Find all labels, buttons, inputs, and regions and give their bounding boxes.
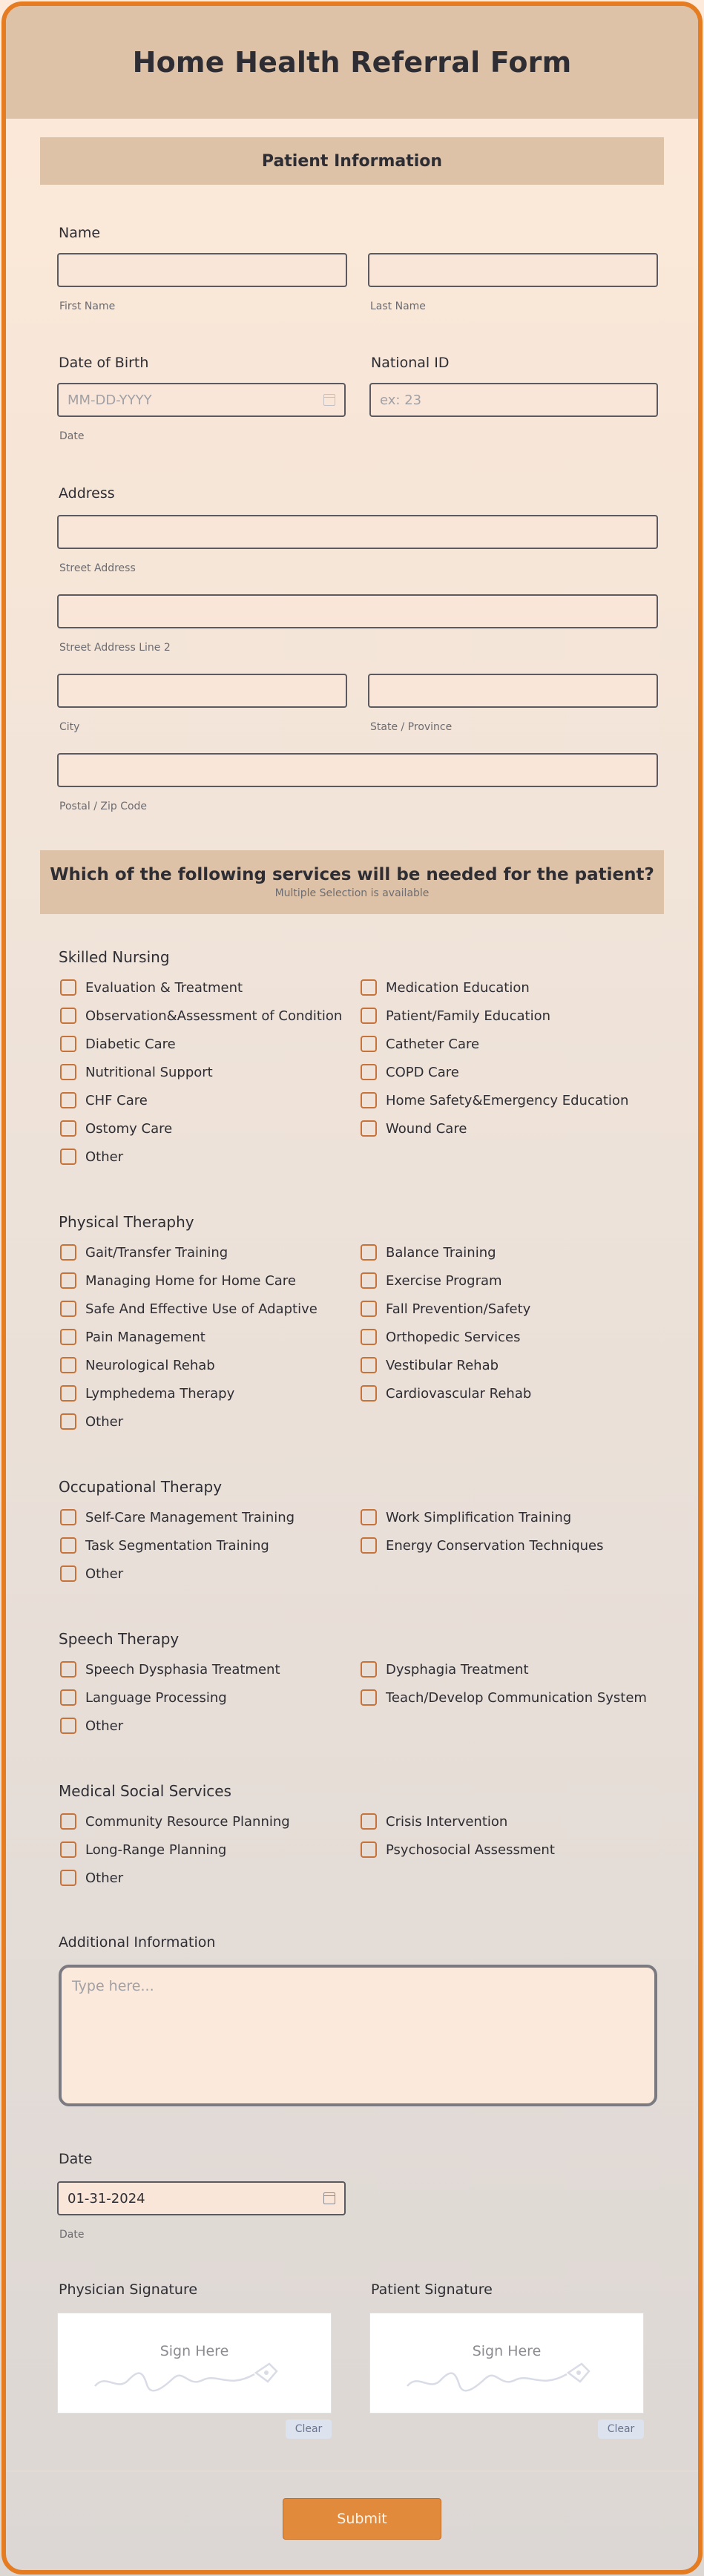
checkbox-option[interactable]: [60, 1006, 342, 1025]
submit-button[interactable]: Submit: [283, 2498, 441, 2540]
checkbox-label: Work Simplification Training: [386, 1509, 572, 1525]
checkbox-label: Other: [85, 1870, 124, 1886]
checkbox[interactable]: [361, 1092, 377, 1108]
form-title: Home Health Referral Form: [132, 46, 572, 79]
checkbox-option[interactable]: [60, 1062, 213, 1082]
checkbox-label: Evaluation & Treatment: [85, 979, 243, 996]
checkbox-option[interactable]: [361, 978, 530, 997]
checkbox-label: Exercise Program: [386, 1272, 502, 1289]
checkbox-label: Teach/Develop Communication System: [386, 1689, 647, 1706]
checkbox-label: Cardiovascular Rehab: [386, 1385, 532, 1402]
date-input[interactable]: [57, 2181, 346, 2215]
checkbox-label: Psychosocial Assessment: [386, 1841, 555, 1858]
checkbox-option[interactable]: [361, 1688, 647, 1707]
checkbox[interactable]: [361, 1661, 377, 1678]
checkbox-option[interactable]: [361, 1119, 467, 1138]
patient-section-header: [40, 137, 664, 185]
national-id-input[interactable]: [369, 383, 658, 417]
checkbox-label: Home Safety&Emergency Education: [386, 1092, 629, 1108]
checkbox-option[interactable]: [361, 1062, 459, 1082]
checkbox[interactable]: [60, 1149, 76, 1165]
street-address-input[interactable]: [57, 515, 658, 549]
state-sublabel: State / Province: [370, 721, 453, 733]
national-id-label: National ID: [371, 355, 450, 371]
checkbox-option[interactable]: [60, 1660, 280, 1679]
physician-clear-button[interactable]: Clear: [286, 2419, 332, 2439]
checkbox[interactable]: [60, 1329, 76, 1345]
checkbox-option[interactable]: [361, 1327, 521, 1347]
checkbox-label: Balance Training: [386, 1244, 496, 1261]
checkbox[interactable]: [60, 1092, 76, 1108]
checkbox-label: Catheter Care: [386, 1036, 480, 1052]
checkbox-label: Ostomy Care: [85, 1120, 173, 1137]
dob-label: Date of Birth: [59, 355, 149, 371]
checkbox-label: COPD Care: [386, 1064, 459, 1080]
street-address-line2-sublabel: Street Address Line 2: [59, 642, 171, 654]
checkbox[interactable]: [60, 1689, 76, 1706]
checkbox-label: Managing Home for Home Care: [85, 1272, 296, 1289]
checkbox-label: Self-Care Management Training: [85, 1509, 295, 1525]
checkbox-option[interactable]: [60, 1812, 290, 1831]
checkbox-option[interactable]: [361, 1271, 502, 1290]
date-label: Date: [59, 2151, 93, 2167]
checkbox-option[interactable]: [60, 1868, 123, 1887]
checkbox-label: Orthopedic Services: [386, 1329, 521, 1345]
checkbox[interactable]: [361, 1813, 377, 1830]
checkbox-label: Task Segmentation Training: [85, 1537, 269, 1554]
checkbox-option[interactable]: [361, 1299, 530, 1318]
checkbox[interactable]: [60, 1301, 76, 1317]
checkbox-option[interactable]: [361, 1840, 555, 1859]
checkbox[interactable]: [60, 1813, 76, 1830]
checkbox-label: Safe And Effective Use of Adaptive: [85, 1301, 318, 1317]
checkbox-option[interactable]: [60, 1840, 226, 1859]
checkbox-label: Vestibular Rehab: [386, 1357, 499, 1373]
checkbox[interactable]: [361, 1841, 377, 1858]
calendar-icon[interactable]: [323, 394, 335, 406]
city-input[interactable]: [57, 674, 347, 708]
group-title-social: Medical Social Services: [59, 1782, 231, 1800]
checkbox-option[interactable]: [60, 1564, 123, 1583]
checkbox-option[interactable]: [60, 1327, 205, 1347]
checkbox-label: Patient/Family Education: [386, 1008, 550, 1024]
first-name-input[interactable]: [57, 253, 347, 287]
physician-signature-pad[interactable]: [57, 2313, 332, 2414]
patient-section-title: Patient Information: [261, 151, 443, 171]
checkbox[interactable]: [60, 1537, 76, 1554]
checkbox[interactable]: [361, 1537, 377, 1554]
checkbox[interactable]: [361, 1385, 377, 1402]
patient-signature-label: Patient Signature: [371, 2281, 493, 2298]
services-section-title: Which of the following services will be needed for the patient?: [50, 865, 654, 884]
group-title-skilled-nursing: Skilled Nursing: [59, 948, 170, 966]
group-title-occupational: Occupational Therapy: [59, 1478, 223, 1496]
checkbox-option[interactable]: [60, 1271, 296, 1290]
checkbox-option[interactable]: [60, 1384, 234, 1403]
checkbox[interactable]: [361, 1244, 377, 1261]
checkbox-option[interactable]: [361, 1660, 529, 1679]
checkbox-option[interactable]: [361, 1812, 507, 1831]
checkbox-label: Other: [85, 1565, 124, 1582]
checkbox[interactable]: [60, 1120, 76, 1137]
checkbox[interactable]: [361, 1301, 377, 1317]
checkbox[interactable]: [361, 1689, 377, 1706]
sign-here-text: Sign Here: [472, 2343, 542, 2359]
checkbox-option[interactable]: [60, 1119, 172, 1138]
sign-here-text: Sign Here: [159, 2343, 229, 2359]
checkbox-label: Dysphagia Treatment: [386, 1661, 529, 1678]
checkbox-option[interactable]: [60, 1034, 176, 1054]
dob-sublabel: Date: [59, 430, 85, 442]
checkbox-option[interactable]: [60, 1508, 295, 1527]
last-name-sublabel: Last Name: [370, 300, 426, 312]
checkbox[interactable]: [361, 1008, 377, 1024]
checkbox-label: Neurological Rehab: [85, 1357, 215, 1373]
date-sublabel: Date: [59, 2229, 85, 2241]
national-id-placeholder: ex: 23: [380, 392, 422, 408]
checkbox[interactable]: [60, 1718, 76, 1734]
checkbox-label: Crisis Intervention: [386, 1813, 508, 1830]
checkbox-option[interactable]: [60, 1536, 269, 1555]
checkbox[interactable]: [361, 1509, 377, 1525]
last-name-input[interactable]: [368, 253, 658, 287]
checkbox[interactable]: [60, 1064, 76, 1080]
checkbox[interactable]: [60, 1413, 76, 1430]
checkbox-option[interactable]: [361, 1356, 499, 1375]
patient-signature-pad[interactable]: [369, 2313, 644, 2414]
first-name-sublabel: First Name: [59, 300, 116, 312]
checkbox-label: CHF Care: [85, 1092, 148, 1108]
checkbox-label: Lymphedema Therapy: [85, 1385, 235, 1402]
checkbox[interactable]: [361, 1272, 377, 1289]
checkbox-option[interactable]: [361, 1384, 531, 1403]
checkbox[interactable]: [60, 1272, 76, 1289]
street-address-sublabel: Street Address: [59, 562, 136, 574]
patient-clear-button[interactable]: Clear: [598, 2419, 644, 2439]
checkbox-label: Fall Prevention/Safety: [386, 1301, 531, 1317]
address-label: Address: [59, 485, 115, 502]
checkbox-label: Long-Range Planning: [85, 1841, 227, 1858]
checkbox-option[interactable]: [60, 1299, 318, 1318]
checkbox-option[interactable]: [361, 1508, 571, 1527]
checkbox[interactable]: [60, 1357, 76, 1373]
signature-scribble-icon: [404, 2358, 611, 2395]
dob-placeholder: MM-DD-YYYY: [68, 392, 152, 408]
checkbox-label: Pain Management: [85, 1329, 205, 1345]
zip-sublabel: Postal / Zip Code: [59, 801, 148, 812]
checkbox-option[interactable]: [361, 1091, 628, 1110]
checkbox-option[interactable]: [60, 1091, 148, 1110]
group-title-physical: Physical Theraphy: [59, 1213, 194, 1231]
services-section-subtitle: Multiple Selection is available: [274, 887, 430, 899]
checkbox[interactable]: [60, 1870, 76, 1886]
checkbox-option[interactable]: [361, 1536, 603, 1555]
checkbox-label: Nutritional Support: [85, 1064, 213, 1080]
checkbox-label: Community Resource Planning: [85, 1813, 290, 1830]
checkbox[interactable]: [361, 1120, 377, 1137]
dob-input[interactable]: [57, 383, 346, 417]
additional-info-placeholder: Type here...: [72, 1978, 154, 1994]
checkbox-label: Other: [85, 1413, 124, 1430]
checkbox[interactable]: [60, 1244, 76, 1261]
checkbox-option[interactable]: [60, 1147, 123, 1166]
checkbox[interactable]: [60, 1008, 76, 1024]
checkbox-option[interactable]: [361, 1243, 496, 1262]
checkbox-label: Other: [85, 1718, 124, 1734]
checkbox-option[interactable]: [60, 1243, 228, 1262]
calendar-icon[interactable]: [323, 2192, 335, 2204]
checkbox-option[interactable]: [60, 1716, 123, 1735]
checkbox[interactable]: [60, 1661, 76, 1678]
checkbox-label: Other: [85, 1149, 124, 1165]
form-header: [6, 6, 698, 119]
checkbox[interactable]: [60, 1385, 76, 1402]
zip-input[interactable]: [57, 753, 658, 787]
checkbox[interactable]: [361, 1329, 377, 1345]
services-section-header: [40, 850, 664, 914]
checkbox-option[interactable]: [60, 1412, 123, 1431]
checkbox[interactable]: [361, 1357, 377, 1373]
checkbox-option[interactable]: [60, 1688, 227, 1707]
checkbox[interactable]: [361, 1064, 377, 1080]
checkbox-label: Observation&Assessment of Condition: [85, 1008, 343, 1024]
name-label: Name: [59, 225, 101, 241]
additional-info-label: Additional Information: [59, 1934, 216, 1951]
street-address-line2-input[interactable]: [57, 594, 658, 628]
checkbox[interactable]: [60, 1036, 76, 1052]
checkbox-option[interactable]: [361, 1034, 479, 1054]
state-input[interactable]: [368, 674, 658, 708]
checkbox[interactable]: [60, 1841, 76, 1858]
checkbox-option[interactable]: [361, 1006, 550, 1025]
checkbox-label: Gait/Transfer Training: [85, 1244, 228, 1261]
checkbox-label: Speech Dysphasia Treatment: [85, 1661, 280, 1678]
checkbox[interactable]: [60, 979, 76, 996]
checkbox[interactable]: [60, 1565, 76, 1582]
physician-signature-label: Physician Signature: [59, 2281, 198, 2298]
checkbox-label: Wound Care: [386, 1120, 467, 1137]
checkbox-label: Language Processing: [85, 1689, 227, 1706]
group-title-speech: Speech Therapy: [59, 1630, 180, 1648]
checkbox-label: Medication Education: [386, 979, 530, 996]
checkbox-option[interactable]: [60, 978, 243, 997]
checkbox[interactable]: [60, 1509, 76, 1525]
checkbox-label: Energy Conservation Techniques: [386, 1537, 604, 1554]
form-frame: [1, 1, 703, 2575]
city-sublabel: City: [59, 721, 80, 733]
checkbox-option[interactable]: [60, 1356, 215, 1375]
additional-info-textarea[interactable]: [59, 1965, 657, 2106]
checkbox-label: Diabetic Care: [85, 1036, 176, 1052]
signature-scribble-icon: [91, 2358, 299, 2395]
checkbox[interactable]: [361, 1036, 377, 1052]
checkbox[interactable]: [361, 979, 377, 996]
date-value: 01-31-2024: [68, 2190, 145, 2207]
